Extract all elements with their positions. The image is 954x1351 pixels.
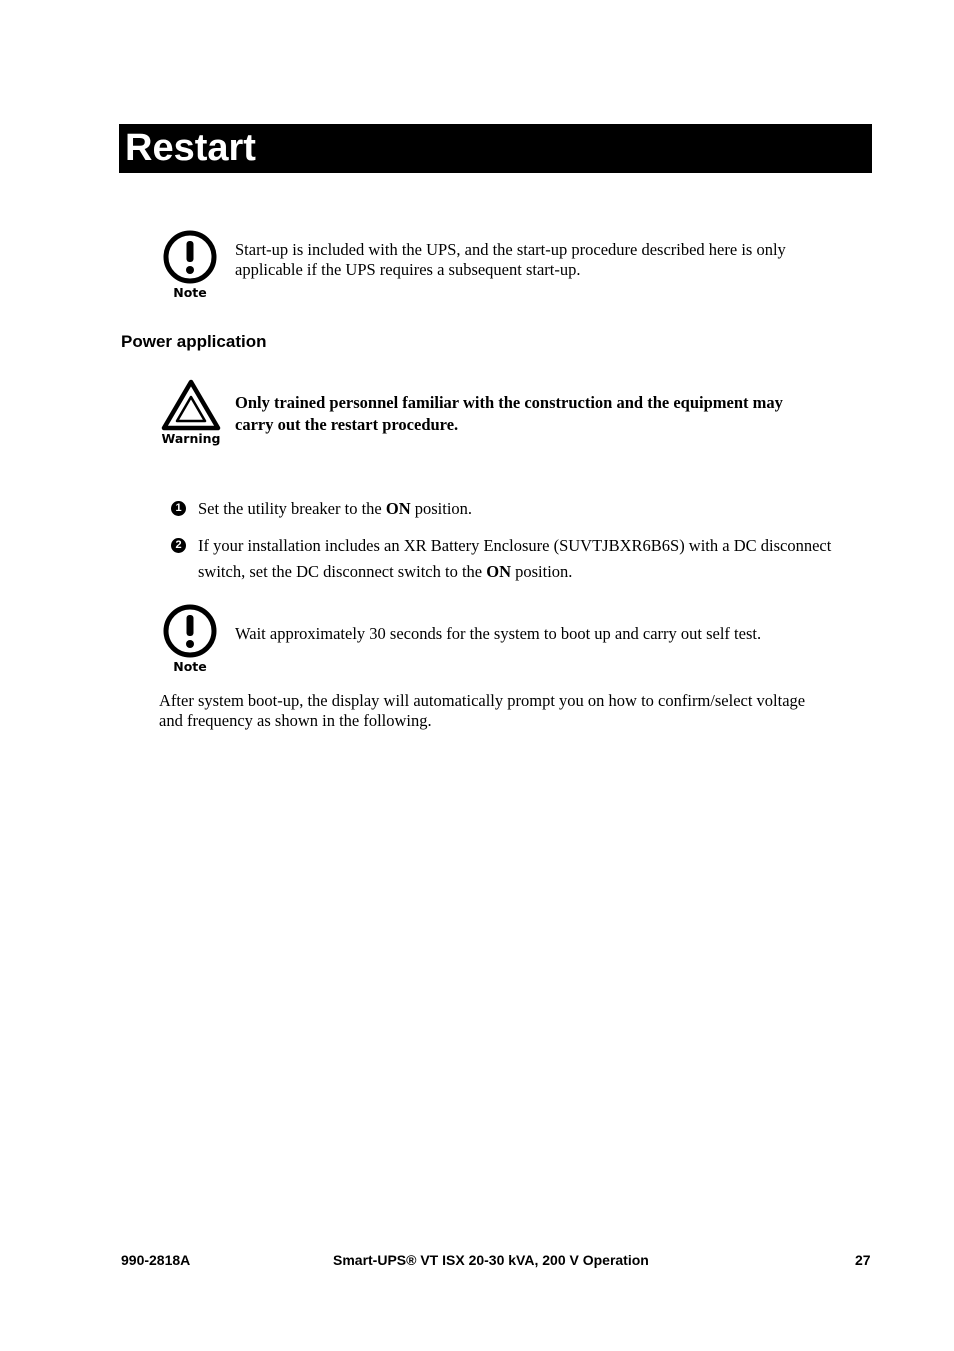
page-title: Restart <box>119 124 872 173</box>
note-caption: Note <box>173 285 207 300</box>
note-text: Wait approximately 30 seconds for the system to boot up and carry out self test. <box>235 624 762 643</box>
step-line: If your installation includes an XR Battery Enclosure (SUVTJBXR6B6S) with a DC disconnect <box>198 536 832 555</box>
note-caption: Note <box>173 659 207 674</box>
step-number-badge: 2 <box>171 538 186 553</box>
note-text <box>235 240 786 280</box>
step-text-part: position. <box>410 499 473 518</box>
step-text-bold: ON <box>385 499 411 518</box>
footer-doc-number: 990-2818A <box>121 1252 191 1268</box>
warning-triangle-icon <box>161 379 221 431</box>
step-number-badge: 1 <box>171 501 186 516</box>
exclamation-icon <box>162 229 218 285</box>
section-heading: Power application <box>121 332 267 351</box>
warning-line: carry out the restart procedure. <box>235 415 459 434</box>
footer-page-number: 27 <box>855 1252 871 1268</box>
exclamation-icon <box>162 603 218 659</box>
body-paragraph <box>159 691 805 731</box>
warning-text <box>235 392 783 436</box>
warning-icon-block <box>159 379 223 446</box>
step-item <box>171 533 881 585</box>
step-text-part: Set the utility breaker to the <box>198 499 386 518</box>
step-text <box>198 533 831 585</box>
step-text-part: position. <box>511 562 573 581</box>
step-line <box>198 559 831 585</box>
paragraph-line: and frequency as shown in the following. <box>159 711 432 730</box>
paragraph-line: After system boot-up, the display will automatically prompt you on how to confirm/select voltage <box>159 691 806 710</box>
note-line: applicable if the UPS requires a subsequent start-up. <box>235 260 581 279</box>
step-item <box>171 496 871 522</box>
note-line: Start-up is included with the UPS, and the start-up procedure described here is only <box>235 240 786 259</box>
note-icon-block <box>158 603 222 674</box>
note-icon-block <box>158 229 222 300</box>
warning-line: Only trained personnel familiar with the construction and the equipment may <box>235 393 783 412</box>
step-text-bold: ON <box>486 562 511 581</box>
step-text-part: switch, set the DC disconnect switch to the <box>198 562 487 581</box>
footer-doc-title: Smart-UPS® VT ISX 20-30 kVA, 200 V Operation <box>333 1252 649 1268</box>
warning-caption: Warning <box>161 431 221 446</box>
step-text <box>198 496 472 522</box>
